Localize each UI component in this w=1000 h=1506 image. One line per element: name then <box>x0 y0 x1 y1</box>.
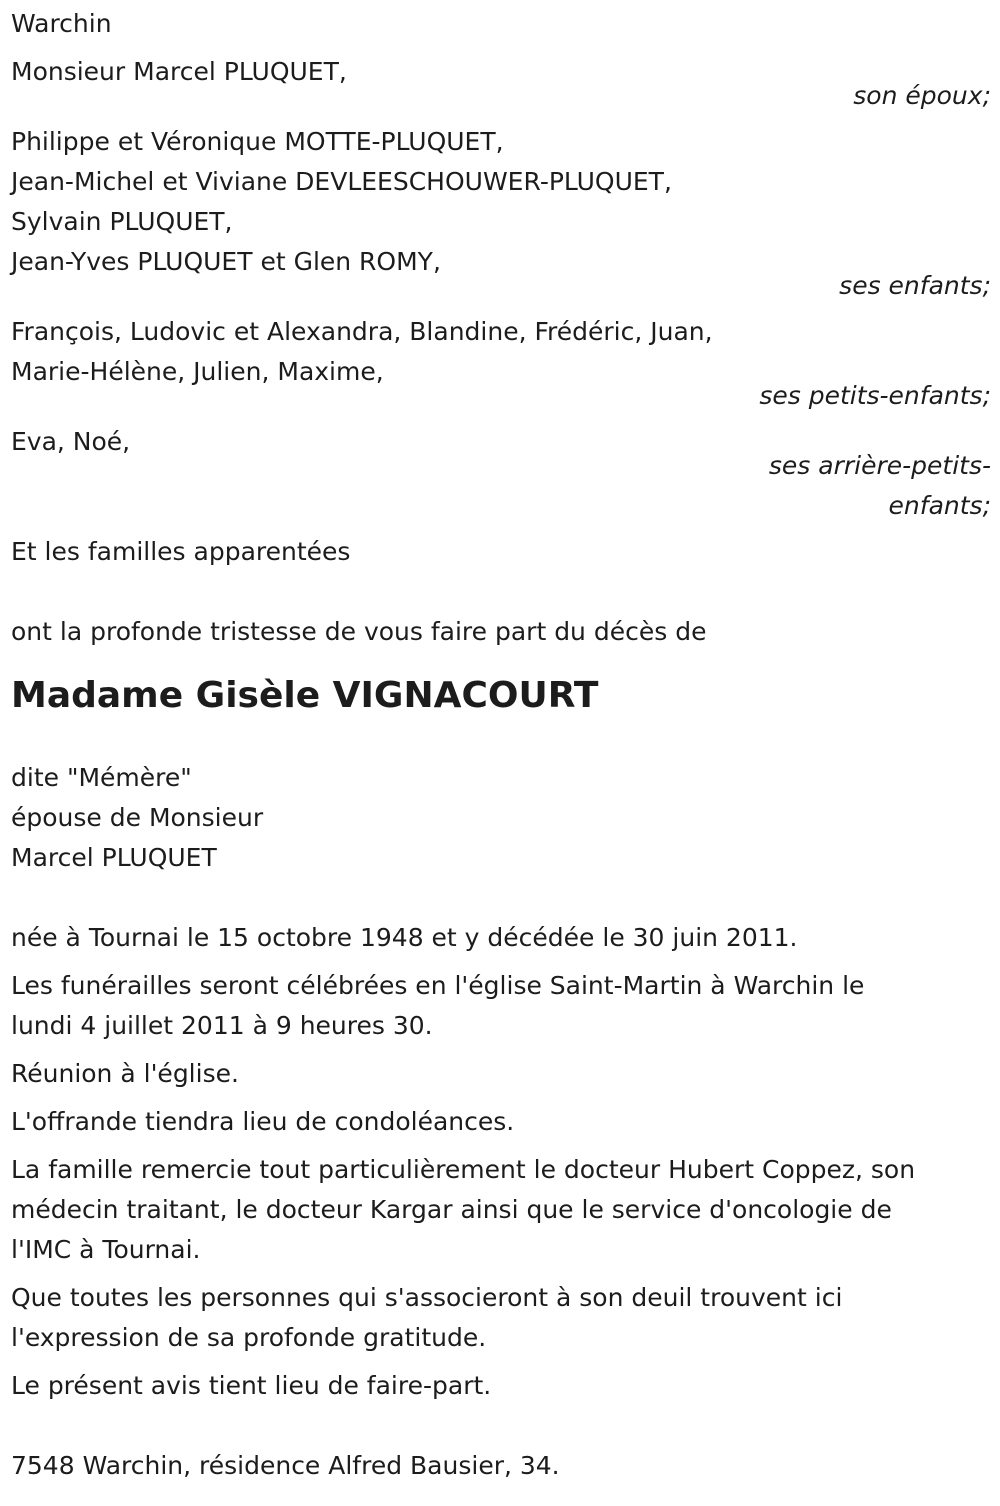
obituary-notice <box>11 4 991 1486</box>
family-role: ses arrière-petits- <box>768 451 991 480</box>
deceased-details <box>11 758 991 878</box>
family-role: ses petits-enfants; <box>759 381 991 410</box>
paragraph-line: lundi 4 juillet 2011 à 9 heures 30. <box>11 1011 433 1040</box>
deceased-name: Madame Gisèle VIGNACOURT <box>11 675 599 716</box>
announcement: ont la profonde tristesse de vous faire part du décès de <box>11 617 707 646</box>
families-line: Et les familles apparentées <box>11 537 351 566</box>
detail-line: dite "Mémère" <box>11 763 192 792</box>
paragraph-line: Que toutes les personnes qui s'associeront à son deuil trouvent ici <box>11 1283 843 1312</box>
address: 7548 Warchin, résidence Alfred Bausier, 34. <box>11 1451 560 1480</box>
location: Warchin <box>11 9 112 38</box>
paragraph-funeral <box>11 966 991 1046</box>
family-group-spouse <box>11 52 991 116</box>
paragraph-line: Les funérailles seront célébrées en l'église Saint-Martin à Warchin le <box>11 971 865 1000</box>
paragraph-line: Réunion à l'église. <box>11 1059 239 1088</box>
paragraph-line: l'IMC à Tournai. <box>11 1235 201 1264</box>
family-role: enfants; <box>888 491 991 520</box>
paragraph-line: l'expression de sa profonde gratitude. <box>11 1323 487 1352</box>
paragraph-thanks <box>11 1150 991 1270</box>
family-line: Jean-Yves PLUQUET et Glen ROMY, <box>11 247 441 276</box>
detail-line: épouse de Monsieur <box>11 803 264 832</box>
paragraph-offering <box>11 1102 991 1142</box>
birth-death: née à Tournai le 15 octobre 1948 et y décédée le 30 juin 2011. <box>11 923 798 952</box>
family-line: Monsieur Marcel PLUQUET, <box>11 57 347 86</box>
family-line: Jean-Michel et Viviane DEVLEESCHOUWER-PLUQUET, <box>11 167 672 196</box>
paragraph-line: L'offrande tiendra lieu de condoléances. <box>11 1107 515 1136</box>
paragraph-meeting <box>11 1054 991 1094</box>
family-line: François, Ludovic et Alexandra, Blandine, Frédéric, Juan, <box>11 317 713 346</box>
paragraph-line: La famille remercie tout particulièrement le docteur Hubert Coppez, son <box>11 1155 916 1184</box>
family-line: Sylvain PLUQUET, <box>11 207 233 236</box>
family-group-children <box>11 122 991 306</box>
paragraph-notice <box>11 1366 991 1406</box>
family-role: son époux; <box>853 81 991 110</box>
paragraph-line: médecin traitant, le docteur Kargar ainsi que le service d'oncologie de <box>11 1195 892 1224</box>
family-line: Philippe et Véronique MOTTE-PLUQUET, <box>11 127 504 156</box>
paragraph-line: Le présent avis tient lieu de faire-part. <box>11 1371 492 1400</box>
family-line: Marie-Hélène, Julien, Maxime, <box>11 357 384 386</box>
family-group-grandchildren <box>11 312 991 416</box>
detail-line: Marcel PLUQUET <box>11 843 217 872</box>
family-role: ses enfants; <box>839 271 991 300</box>
paragraph-gratitude <box>11 1278 991 1358</box>
family-group-great-grandchildren <box>11 422 991 526</box>
family-line: Eva, Noé, <box>11 427 131 456</box>
